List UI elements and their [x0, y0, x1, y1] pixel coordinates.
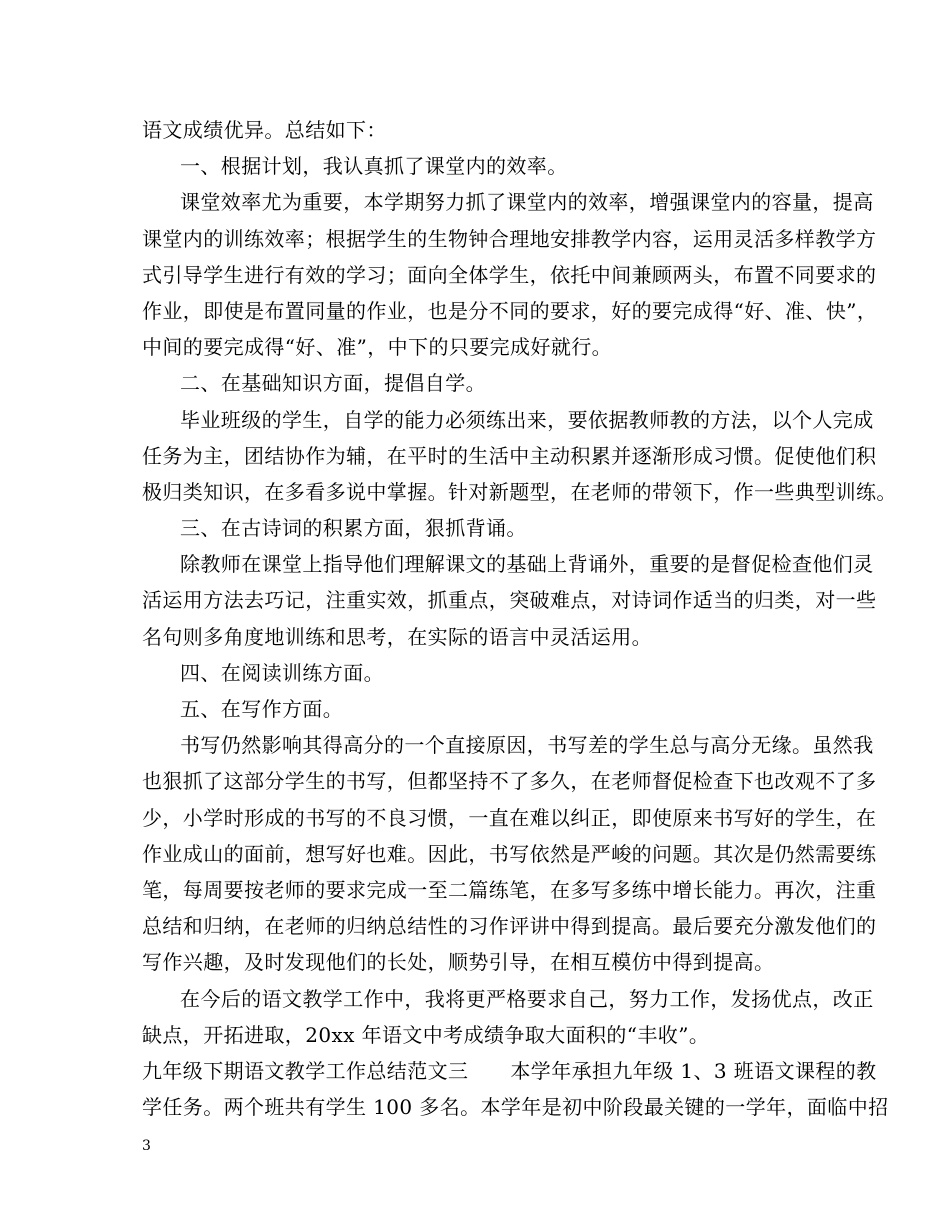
page-number: 3	[142, 1138, 151, 1154]
section-heading: 四、在阅读训练方面。	[180, 660, 384, 685]
text-line: 少，小学时形成的书写的不良习惯，一直在难以纠正，即使原来书写好的学生，在	[142, 805, 877, 830]
article-title: 九年级下期语文教学工作总结范文三	[142, 1058, 469, 1083]
text-line: 写作兴趣，及时发现他们的长处，顺势引导，在相互模仿中得到提高。	[142, 950, 775, 975]
text-line: 本学年承担九年级 1、3 班语文课程的教	[510, 1058, 877, 1083]
text-line: 在今后的语文教学工作中，我将更严格要求自己，努力工作，发扬优点，改正	[180, 986, 874, 1011]
section-heading: 三、在古诗词的积累方面，狠抓背诵。	[180, 516, 527, 541]
text-line: 式引导学生进行有效的学习；面向全体学生，依托中间兼顾两头，布置不同要求的	[142, 262, 877, 287]
text-line: 极归类知识，在多看多说中掌握。针对新题型，在老师的带领下，作一些典型训练。	[142, 479, 897, 504]
section-heading: 二、在基础知识方面，提倡自学。	[180, 371, 486, 396]
section-heading: 一、根据计划，我认真抓了课堂内的效率。	[180, 154, 568, 179]
text-line: 作业成山的面前，想写好也难。因此，书写依然是严峻的问题。其次是仍然需要练	[142, 841, 877, 866]
text-line: 笔，每周要按老师的要求完成一至二篇练笔，在多写多练中增长能力。再次，注重	[142, 877, 877, 902]
text-line: 中间的要完成得“好、准”，中下的只要完成好就行。	[142, 335, 613, 360]
text-line: 毕业班级的学生，自学的能力必须练出来，要依据教师教的方法，以个人完成	[180, 407, 874, 432]
text-line: 活运用方法去巧记，注重实效，抓重点，突破难点，对诗词作适当的归类，对一些	[142, 588, 877, 613]
text-line: 缺点，开拓进取，20xx 年语文中考成绩争取大面积的“丰收”。	[142, 1022, 710, 1047]
text-line: 除教师在课堂上指导他们理解课文的基础上背诵外，重要的是督促检查他们灵	[180, 552, 874, 577]
text-line: 也狠抓了这部分学生的书写，但都坚持不了多久，在老师督促检查下也改观不了多	[142, 769, 877, 794]
text-line: 语文成绩优异。总结如下：	[142, 118, 387, 142]
title-line	[142, 1053, 877, 1089]
text-line: 书写仍然影响其得高分的一个直接原因，书写差的学生总与高分无缘。虽然我	[180, 733, 874, 758]
text-line: 学任务。两个班共有学生 100 多名。本学年是初中阶段最关键的一学年，面临中招	[142, 1095, 889, 1120]
document-body	[142, 112, 897, 1125]
text-line: 课堂内的训练效率；根据学生的生物钟合理地安排教学内容，运用灵活多样教学方	[142, 226, 877, 251]
text-line: 总结和归纳，在老师的归纳总结性的习作评讲中得到提高。最后要充分激发他们的	[142, 914, 877, 939]
text-line: 任务为主，团结协作为辅，在平时的生活中主动积累并逐渐形成习惯。促使他们积	[142, 443, 877, 468]
text-line: 名句则多角度地训练和思考，在实际的语言中灵活运用。	[142, 624, 652, 649]
text-line: 作业，即使是布置同量的作业，也是分不同的要求，好的要完成得“好、准、快”，	[142, 298, 878, 323]
text-line: 课堂效率尤为重要，本学期努力抓了课堂内的效率，增强课堂内的容量，提高	[180, 190, 874, 215]
section-heading: 五、在写作方面。	[180, 697, 344, 721]
